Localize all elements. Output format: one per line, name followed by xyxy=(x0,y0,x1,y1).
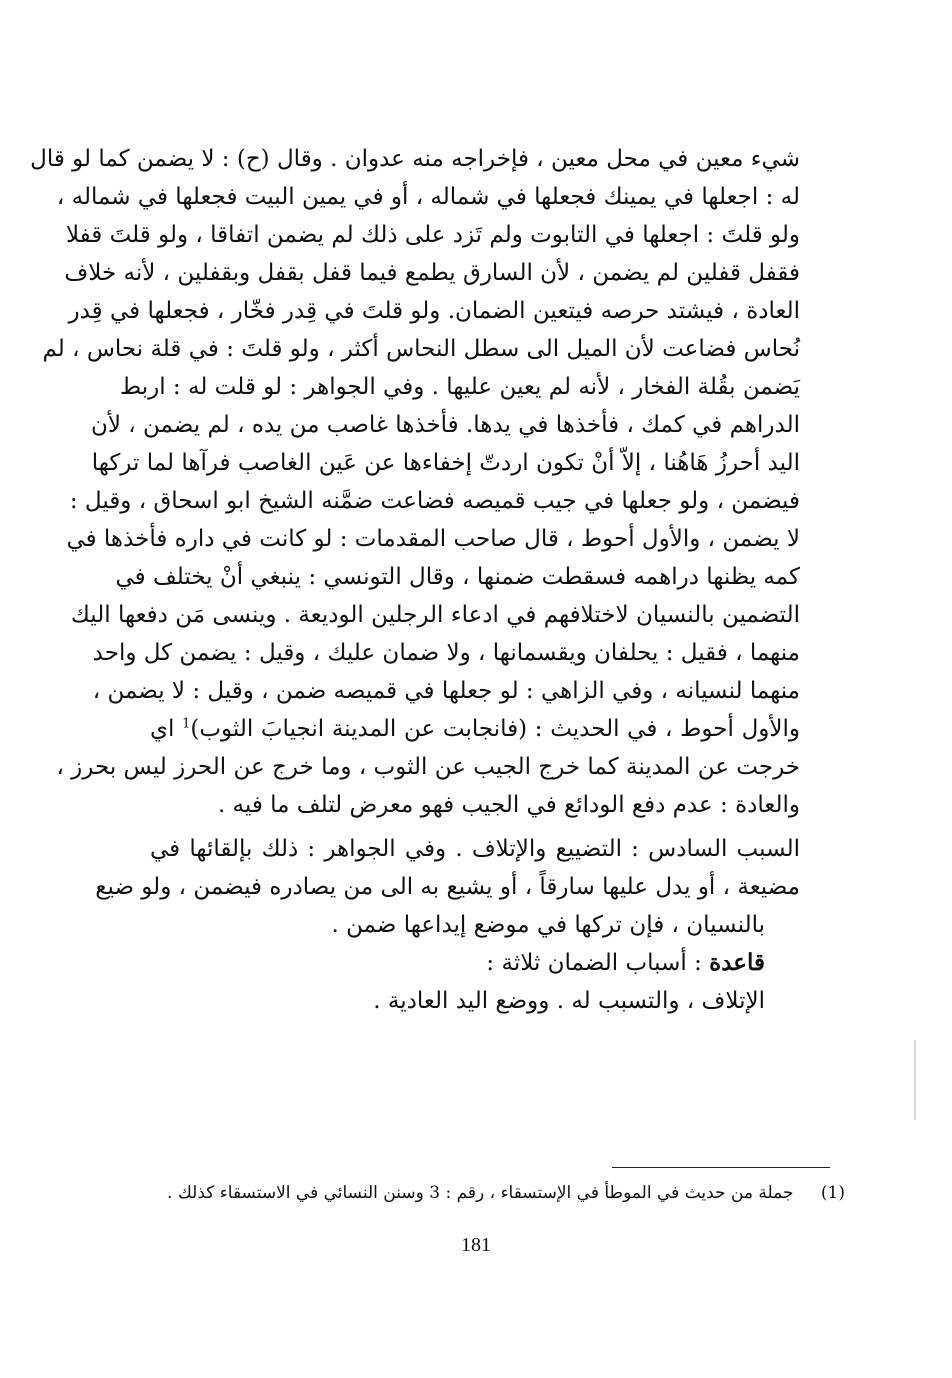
text-line: نُحاس فضاعت لأن الميل الى سطل النحاس أكثر ، ولو قلتَ : في قلة نحاس ، لم xyxy=(42,336,800,362)
text-line: الدراهم في كمك ، فأخذها في يدها. فأخذها غاصب من يده ، لم يضمن ، لأن xyxy=(90,412,800,438)
hadith-line-text: والأول أحوط ، في الحديث : (فانجابت عن المدينة انجيابَ الثوب) xyxy=(190,716,800,742)
text-line: له : اجعلها في يمينك فجعلها في شماله ، أو في يمين البيت فجعلها في شماله ، xyxy=(56,184,800,210)
text-line-with-hadith xyxy=(150,710,800,748)
section-line: بالنسيان ، فإن تركها في موضع إيداعها ضمن . xyxy=(331,912,765,938)
text-line: يَضمن بقُلة الفخار ، لأنه لم يعين عليها . وفي الجواهر : لو قلت له : اربط xyxy=(119,374,800,400)
footnote-divider xyxy=(612,1167,830,1168)
text-line: منهما لنسيانه ، وفي الزاهي : لو جعلها في قميصه ضمن ، وقيل : لا يضمن ، xyxy=(92,678,800,704)
footnote xyxy=(167,1180,845,1206)
scan-edge-mark xyxy=(914,1040,916,1120)
section-line: السبب السادس : التضييع والإتلاف . وفي الجواهر : ذلك بإلقائها في xyxy=(150,836,800,862)
hadith-line-tail: اي xyxy=(150,716,175,742)
text-line: التضمين بالنسيان لاختلافهم في ادعاء الرجلين الوديعة . وينسى مَن دفعها اليك xyxy=(70,602,800,628)
text-line: شيء معين في محل معين ، فإخراجه منه عدوان . وقال (ح) : لا يضمن كما لو قال xyxy=(30,146,800,172)
rule-list: الإتلاف ، والتسبب له . ووضع اليد العادية . xyxy=(373,988,765,1014)
text-line: كمه يظنها دراهمه فسقطت ضمنها ، وقال التونسي : ينبغي أنْ يختلف في xyxy=(115,564,800,590)
text-line: العادة ، فيشتد حرصه فيتعين الضمان. ولو قلتَ في قِدر فخّار ، فجعلها في قِدر xyxy=(68,298,800,324)
text-line: ولو قلتَ : اجعلها في التابوت ولم تَزد على ذلك لم يضمن اتفاقا ، ولو قلتَ قفلا xyxy=(65,222,800,248)
text-line: والعادة : عدم دفع الودائع في الجيب فهو معرض لتلف ما فيه . xyxy=(217,792,800,818)
page-number: 181 xyxy=(461,1234,491,1256)
rule-line xyxy=(150,944,800,982)
text-line: منهما ، فقيل : يحلفان ويقسمانها ، ولا ضمان عليك ، وقيل : يضمن كل واحد xyxy=(92,640,800,666)
text-line: خرجت عن المدينة كما خرج الجيب عن الثوب ، وما خرج عن الحرز ليس بحرز ، xyxy=(56,754,800,780)
rule-text: : أسباب الضمان ثلاثة : xyxy=(486,950,702,976)
text-line: لا يضمن ، والأول أحوط ، قال صاحب المقدمات : لو كانت في داره فأخذها في xyxy=(66,526,800,552)
main-text xyxy=(30,140,800,1020)
text-line: اليد أحرزُ هَاهُنا ، إلاّ أنْ تكون اردتّ إخفاءها عن عَين الغاصب فرآها لما تركها xyxy=(91,450,800,476)
footnote-text: جملة من حديث في الموطأ في الإستسقاء ، رقم : 3 وسنن النسائي في الاستسقاء كذلك . xyxy=(167,1183,794,1203)
footnote-number: (1) xyxy=(820,1183,845,1203)
rule-label: قاعدة xyxy=(709,949,765,976)
text-line: فيضمن ، ولو جعلها في جيب قميصه فضاعت ضمَّنه الشيخ ابو اسحاق ، وقيل : xyxy=(69,488,800,514)
section-line: مضيعة ، أو يدل عليها سارقاً ، أو يشيع به الى من يصادره فيضمن ، ولو ضيع xyxy=(95,874,800,900)
footnote-ref: 1 xyxy=(182,716,191,732)
text-line: فقفل قفلين لم يضمن ، لأن السارق يطمع فيما قفل بقفل وبقفلين ، لأنه خلاف xyxy=(64,260,800,286)
